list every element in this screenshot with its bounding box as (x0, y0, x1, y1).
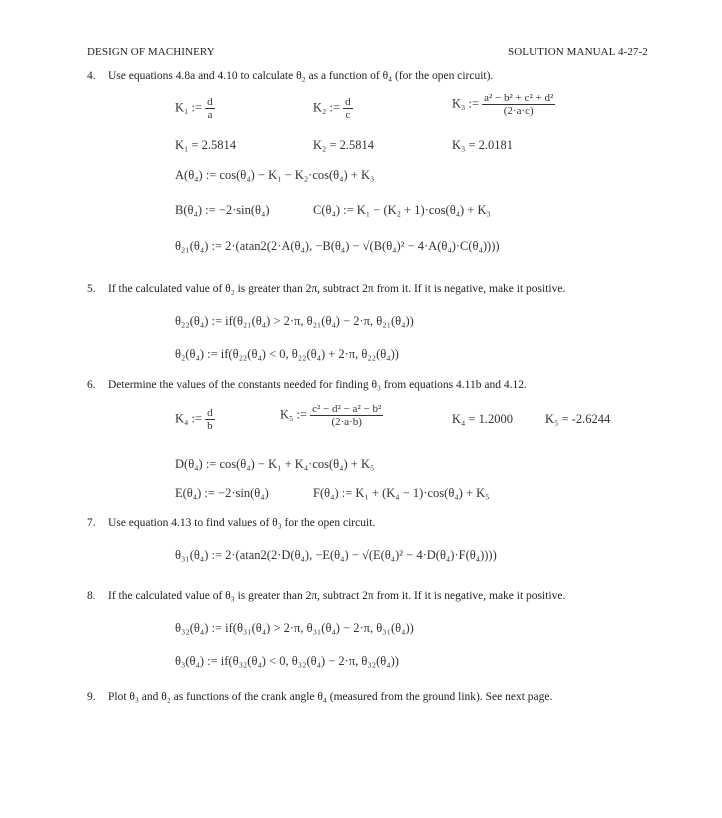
k1-fraction (205, 96, 215, 121)
equation-f: F(θ₄) := K₁ + (K₄ − 1)·cos(θ₄) + K₅ (313, 486, 490, 500)
k4-denominator: b (207, 420, 213, 432)
k3-fraction (482, 92, 555, 117)
k2-fraction (343, 96, 353, 121)
equation-theta21: θ₂₁(θ₄) := 2·(atan2(2·A(θ₄), −B(θ₄) − √(B(θ₄)² − 4·A(θ₄)·C(θ₄)))) (175, 239, 500, 253)
k4-result: K₄ = 1.2000 (452, 412, 514, 426)
step-7 (87, 517, 687, 533)
step-text: Use equation 4.13 to find values of θ₃ for the open circuit. (108, 517, 376, 529)
k5-numerator: c² − d² − a² − b² (312, 403, 382, 415)
k2-lhs: K₂ := (313, 100, 341, 115)
k1-numerator: d (207, 96, 213, 108)
step-number: 9. (87, 691, 96, 703)
k3-denominator: (2·a·c) (503, 105, 534, 117)
equation-a: A(θ₄) := cos(θ₄) − K₁ − K₂·cos(θ₄) + K₃ (175, 168, 375, 182)
equation-c: C(θ₄) := K₁ − (K₂ + 1)·cos(θ₄) + K₃ (313, 203, 491, 217)
k1-lhs: K₁ := (175, 100, 203, 115)
k2-numerator: d (345, 96, 351, 108)
k2-definition (313, 96, 353, 121)
step-9 (87, 691, 687, 707)
step-8 (87, 590, 687, 606)
step-6 (87, 379, 687, 395)
k5-denominator: (2·a·b) (331, 416, 362, 428)
k4-numerator: d (207, 407, 213, 419)
step-5 (87, 283, 687, 299)
k4-lhs: K₄ := (175, 411, 203, 426)
header-right: SOLUTION MANUAL 4-27-2 (508, 46, 648, 58)
k5-definition (280, 403, 383, 428)
k4-fraction (205, 407, 215, 432)
k5-result: K₅ = -2.6244 (545, 412, 611, 426)
step-number: 7. (87, 517, 96, 529)
k4-definition (175, 407, 215, 432)
k2-result: K₂ = 2.5814 (313, 138, 375, 152)
k3-lhs: K₃ := (452, 96, 480, 111)
equation-b: B(θ₄) := −2·sin(θ₄) (175, 203, 270, 217)
equation-theta32: θ₃₂(θ₄) := if(θ₃₁(θ₄) > 2·π, θ₃₁(θ₄) − 2·π, θ₃₁(θ₄)) (175, 621, 414, 635)
step-number: 8. (87, 590, 96, 602)
step-4 (87, 70, 687, 86)
k3-definition (452, 92, 555, 117)
k5-lhs: K₅ := (280, 407, 308, 422)
step-number: 6. (87, 379, 96, 391)
k2-denominator: c (345, 109, 351, 121)
k3-numerator: a² − b² + c² + d² (484, 92, 554, 104)
equation-theta22: θ₂₂(θ₄) := if(θ₂₁(θ₄) > 2·π, θ₂₁(θ₄) − 2·π, θ₂₁(θ₄)) (175, 314, 414, 328)
step-number: 4. (87, 70, 96, 82)
equation-theta3: θ₃(θ₄) := if(θ₃₂(θ₄) < 0, θ₃₂(θ₄) − 2·π, θ₃₂(θ₄)) (175, 654, 399, 668)
equation-d: D(θ₄) := cos(θ₄) − K₁ + K₄·cos(θ₄) + K₅ (175, 457, 375, 471)
k5-fraction (310, 403, 383, 428)
step-text: If the calculated value of θ₂ is greater than 2π, subtract 2π from it. If it is negative, make it positive. (108, 283, 566, 295)
header-left: DESIGN OF MACHINERY (87, 46, 215, 58)
step-number: 5. (87, 283, 96, 295)
equation-e: E(θ₄) := −2·sin(θ₄) (175, 486, 269, 500)
step-text: If the calculated value of θ₃ is greater than 2π, subtract 2π from it. If it is negative, make it positive. (108, 590, 566, 602)
step-text: Determine the values of the constants needed for finding θ₃ from equations 4.11b and 4.12. (108, 379, 527, 391)
equation-theta2: θ₂(θ₄) := if(θ₂₂(θ₄) < 0, θ₂₂(θ₄) + 2·π, θ₂₂(θ₄)) (175, 347, 399, 361)
k1-denominator: a (207, 109, 213, 121)
k1-result: K₁ = 2.5814 (175, 138, 237, 152)
k3-result: K₃ = 2.0181 (452, 138, 514, 152)
k1-definition (175, 96, 215, 121)
step-text: Use equations 4.8a and 4.10 to calculate θ₂ as a function of θ₄ (for the open circuit). (108, 70, 494, 82)
step-text: Plot θ₃ and θ₂ as functions of the crank angle θ₄ (measured from the ground link). See next page. (108, 691, 553, 703)
equation-theta31: θ₃₁(θ₄) := 2·(atan2(2·D(θ₄), −E(θ₄) − √(E(θ₄)² − 4·D(θ₄)·F(θ₄)))) (175, 548, 497, 562)
